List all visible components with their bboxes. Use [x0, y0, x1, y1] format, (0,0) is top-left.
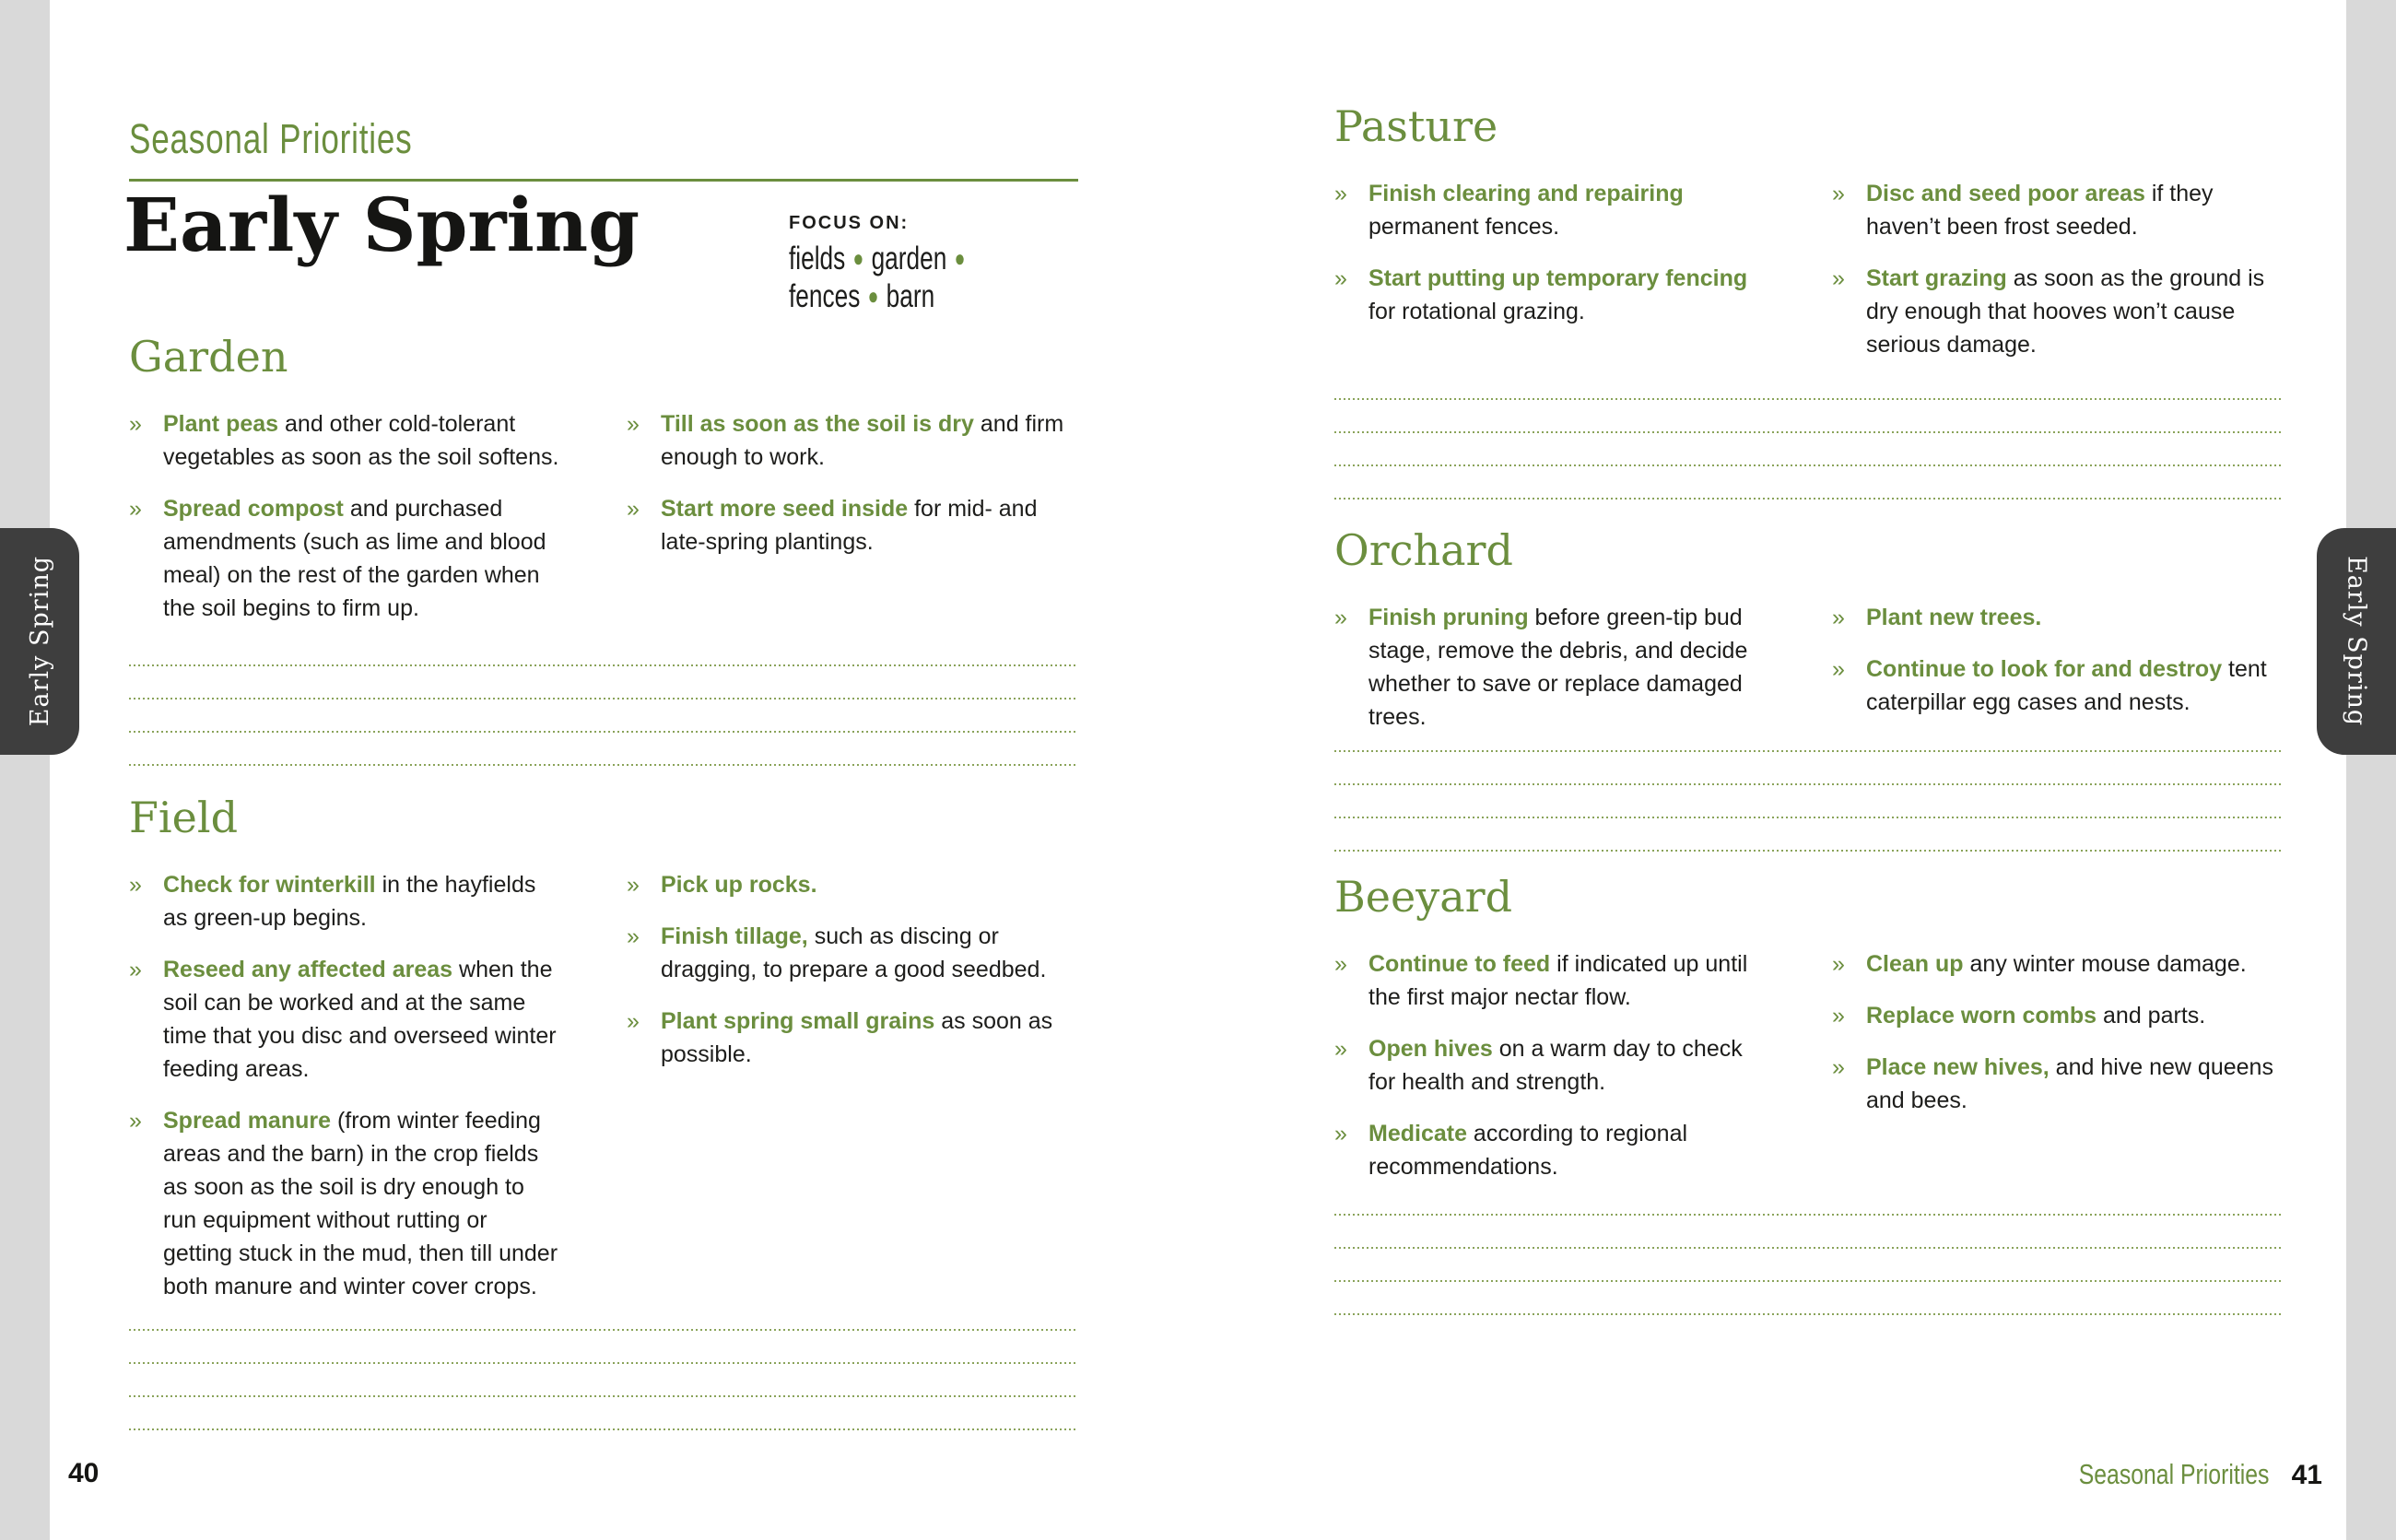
guillemet-bullet-icon: » — [1334, 265, 1347, 291]
bullet-list — [1334, 177, 1768, 361]
bullet-list — [627, 407, 1078, 625]
running-footer — [2031, 1458, 2322, 1491]
focus-dot-icon: ● — [852, 244, 864, 272]
guillemet-bullet-icon: » — [627, 411, 640, 437]
focus-dot-icon: ● — [867, 282, 879, 310]
bullet-item — [627, 868, 1078, 901]
guillemet-bullet-icon: » — [1832, 605, 1845, 630]
section-title: Pasture — [1334, 101, 1498, 151]
note-line — [129, 1395, 1078, 1397]
tab-label: Early Spring — [25, 556, 54, 727]
bullet-item — [1334, 1032, 1768, 1099]
guillemet-bullet-icon: » — [1832, 951, 1845, 977]
bullet-lead: Place new hives, — [1866, 1054, 2050, 1080]
bullet-list — [129, 868, 562, 1303]
note-line — [1334, 431, 2284, 433]
bullet-item — [1832, 947, 2284, 981]
focus-dot-icon: ● — [954, 244, 966, 272]
bullet-lead: Finish tillage, — [661, 923, 808, 949]
bullet-item — [1334, 601, 1768, 734]
bullet-list — [129, 407, 562, 625]
page-number-right: 41 — [2291, 1460, 2322, 1490]
bullet-item — [1832, 601, 2284, 634]
section-title: Field — [129, 793, 239, 842]
note-line — [1334, 398, 2284, 400]
section-field — [129, 794, 1078, 1303]
bullet-lead: Spread compost — [163, 496, 344, 522]
focus-list — [789, 240, 1034, 315]
guillemet-bullet-icon: » — [1832, 656, 1845, 682]
bullet-lead: Medicate — [1368, 1121, 1467, 1146]
bullet-lead: Plant new trees. — [1866, 605, 2042, 630]
bullet-text: such as discing or dragging, to prepare a good seedbed. — [661, 923, 1047, 982]
guillemet-bullet-icon: » — [627, 496, 640, 522]
guillemet-bullet-icon: » — [627, 872, 640, 898]
bullet-item — [627, 407, 1078, 474]
bullet-item — [627, 920, 1078, 986]
bullet-item — [1334, 262, 1768, 328]
page-number-left: 40 — [68, 1458, 100, 1488]
guillemet-bullet-icon: » — [1334, 605, 1347, 630]
bullet-item — [1832, 177, 2284, 243]
guillemet-bullet-icon: » — [1334, 951, 1347, 977]
note-lines — [1334, 750, 2284, 852]
note-line — [129, 1329, 1078, 1331]
focus-line — [789, 240, 973, 277]
bullet-item — [129, 953, 562, 1086]
note-line — [1334, 498, 2284, 500]
bullet-text: and hive new queens and bees. — [1866, 1054, 2273, 1113]
guillemet-bullet-icon: » — [627, 1008, 640, 1034]
focus-item: fences — [789, 278, 861, 314]
bullet-lead: Clean up — [1866, 951, 1964, 977]
bullet-list — [1832, 601, 2284, 734]
note-lines — [1334, 1214, 2284, 1315]
bullet-text: if they haven’t been frost seeded. — [1866, 181, 2214, 240]
bullet-lead: Continue to feed — [1368, 951, 1551, 977]
guillemet-bullet-icon: » — [627, 923, 640, 949]
guillemet-bullet-icon: » — [129, 1108, 142, 1134]
guillemet-bullet-icon: » — [1334, 1036, 1347, 1062]
bullet-text: any winter mouse damage. — [1963, 951, 2247, 977]
bullet-text: and purchased amendments (such as lime and blood meal) on the rest of the garden when the soil begins to firm up. — [163, 496, 546, 621]
tab-label: Early Spring — [2342, 556, 2371, 727]
note-line — [129, 764, 1078, 766]
focus-item: garden — [871, 241, 947, 276]
bullet-lead: Continue to look for and destroy — [1866, 656, 2223, 682]
guillemet-bullet-icon: » — [129, 496, 142, 522]
focus-label: FOCUS ON: — [789, 213, 910, 233]
bullet-lead: Pick up rocks. — [661, 872, 817, 898]
guillemet-bullet-icon: » — [1832, 181, 1845, 206]
guillemet-bullet-icon: » — [1334, 1121, 1347, 1146]
note-line — [1334, 1247, 2284, 1249]
bullet-text: tent caterpillar egg cases and nests. — [1866, 656, 2267, 715]
bullet-lead: Disc and seed poor areas — [1866, 181, 2145, 206]
guillemet-bullet-icon: » — [129, 957, 142, 982]
note-line — [1334, 1280, 2284, 1282]
bullet-text: (from winter feeding areas and the barn) in the crop fields as soon as the soil is dry enough to run equipment without rutting or getting stuck in the mud, then till under both manure and winter cover crops. — [163, 1108, 558, 1299]
guillemet-bullet-icon: » — [129, 872, 142, 898]
bullet-lead: Reseed any affected areas — [163, 957, 453, 982]
note-lines — [129, 1329, 1078, 1430]
note-line — [129, 731, 1078, 733]
bullet-item — [129, 492, 562, 625]
guillemet-bullet-icon: » — [1334, 181, 1347, 206]
note-line — [129, 1428, 1078, 1430]
note-line — [1334, 850, 2284, 852]
section-garden — [129, 334, 1078, 625]
bullet-item — [129, 868, 562, 935]
section-title: Orchard — [1334, 525, 1513, 575]
running-footer-label: Seasonal Priorities — [2078, 1458, 2270, 1490]
bullet-text: as soon as the ground is dry enough that hooves won’t cause serious damage. — [1866, 265, 2265, 358]
bullet-text: and parts. — [2096, 1003, 2206, 1029]
note-line — [129, 698, 1078, 699]
bullet-item — [1832, 652, 2284, 719]
bullet-lead: Till as soon as the soil is dry — [661, 411, 974, 437]
bullet-item — [1334, 947, 1768, 1014]
section-beeyard — [1334, 874, 2284, 1183]
bullet-item — [1832, 999, 2284, 1032]
bullet-lead: Plant peas — [163, 411, 279, 437]
note-line — [1334, 464, 2284, 466]
section-title: Beeyard — [1334, 872, 1513, 922]
bullet-item — [1832, 1051, 2284, 1117]
focus-line — [789, 277, 973, 315]
bullet-lead: Finish pruning — [1368, 605, 1529, 630]
page-kicker-text: Seasonal Priorities — [129, 115, 413, 162]
bullet-list — [627, 868, 1078, 1303]
note-line — [129, 1362, 1078, 1364]
bullet-text: and firm enough to work. — [661, 411, 1064, 470]
bullet-lead: Plant spring small grains — [661, 1008, 935, 1034]
bullet-text: and other cold-tolerant vegetables as soon as the soil softens. — [163, 411, 559, 470]
note-line — [129, 664, 1078, 666]
bullet-text: on a warm day to check for health and strength. — [1368, 1036, 1743, 1095]
bullet-list — [1334, 601, 1768, 734]
guillemet-bullet-icon: » — [129, 411, 142, 437]
section-title: Garden — [129, 332, 288, 382]
chapter-tab-left — [0, 528, 79, 755]
bullet-lead: Finish clearing and repairing — [1368, 181, 1684, 206]
bullet-text: permanent fences. — [1368, 214, 1560, 240]
chapter-tab-right — [2317, 528, 2396, 755]
note-line — [1334, 750, 2284, 752]
bullet-text: when the soil can be worked and at the same time that you disc and overseed winter feeding areas. — [163, 957, 557, 1082]
page-edge-right — [2346, 0, 2396, 1540]
bullet-lead: Open hives — [1368, 1036, 1493, 1062]
focus-item: fields — [789, 241, 846, 276]
page-title: Early Spring — [123, 182, 640, 268]
bullet-lead: Check for winterkill — [163, 872, 376, 898]
section-orchard — [1334, 527, 2284, 734]
bullet-list — [1832, 947, 2284, 1183]
note-line — [1334, 817, 2284, 818]
bullet-lead: Spread manure — [163, 1108, 332, 1134]
bullet-item — [1832, 262, 2284, 361]
section-pasture — [1334, 103, 2284, 361]
page-kicker — [129, 114, 492, 164]
bullet-text: before green-tip bud stage, remove the debris, and decide whether to save or replace damaged trees. — [1368, 605, 1748, 730]
focus-item: barn — [886, 278, 935, 314]
bullet-text: according to regional recommendations. — [1368, 1121, 1688, 1180]
bullet-lead: Replace worn combs — [1866, 1003, 2097, 1029]
bullet-list — [1832, 177, 2284, 361]
bullet-item — [627, 1005, 1078, 1071]
guillemet-bullet-icon: » — [1832, 1003, 1845, 1029]
note-line — [1334, 1313, 2284, 1315]
bullet-lead: Start grazing — [1866, 265, 2007, 291]
guillemet-bullet-icon: » — [1832, 265, 1845, 291]
bullet-item — [129, 407, 562, 474]
bullet-text: for mid- and late-spring plantings. — [661, 496, 1038, 555]
note-line — [1334, 783, 2284, 785]
bullet-item — [1334, 1117, 1768, 1183]
bullet-list — [1334, 947, 1768, 1183]
page-edge-left — [0, 0, 50, 1540]
bullet-lead: Start putting up temporary fencing — [1368, 265, 1748, 291]
bullet-item — [1334, 177, 1768, 243]
guillemet-bullet-icon: » — [1832, 1054, 1845, 1080]
bullet-text: in the hayfields as green-up begins. — [163, 872, 536, 931]
focus-box — [789, 213, 1034, 315]
bullet-lead: Start more seed inside — [661, 496, 909, 522]
bullet-text: for rotational grazing. — [1368, 299, 1585, 324]
note-lines — [129, 664, 1078, 766]
bullet-text: as soon as possible. — [661, 1008, 1053, 1067]
bullet-text: if indicated up until the first major nectar flow. — [1368, 951, 1748, 1010]
bullet-item — [627, 492, 1078, 558]
bullet-item — [129, 1104, 562, 1303]
note-lines — [1334, 398, 2284, 500]
note-line — [1334, 1214, 2284, 1216]
